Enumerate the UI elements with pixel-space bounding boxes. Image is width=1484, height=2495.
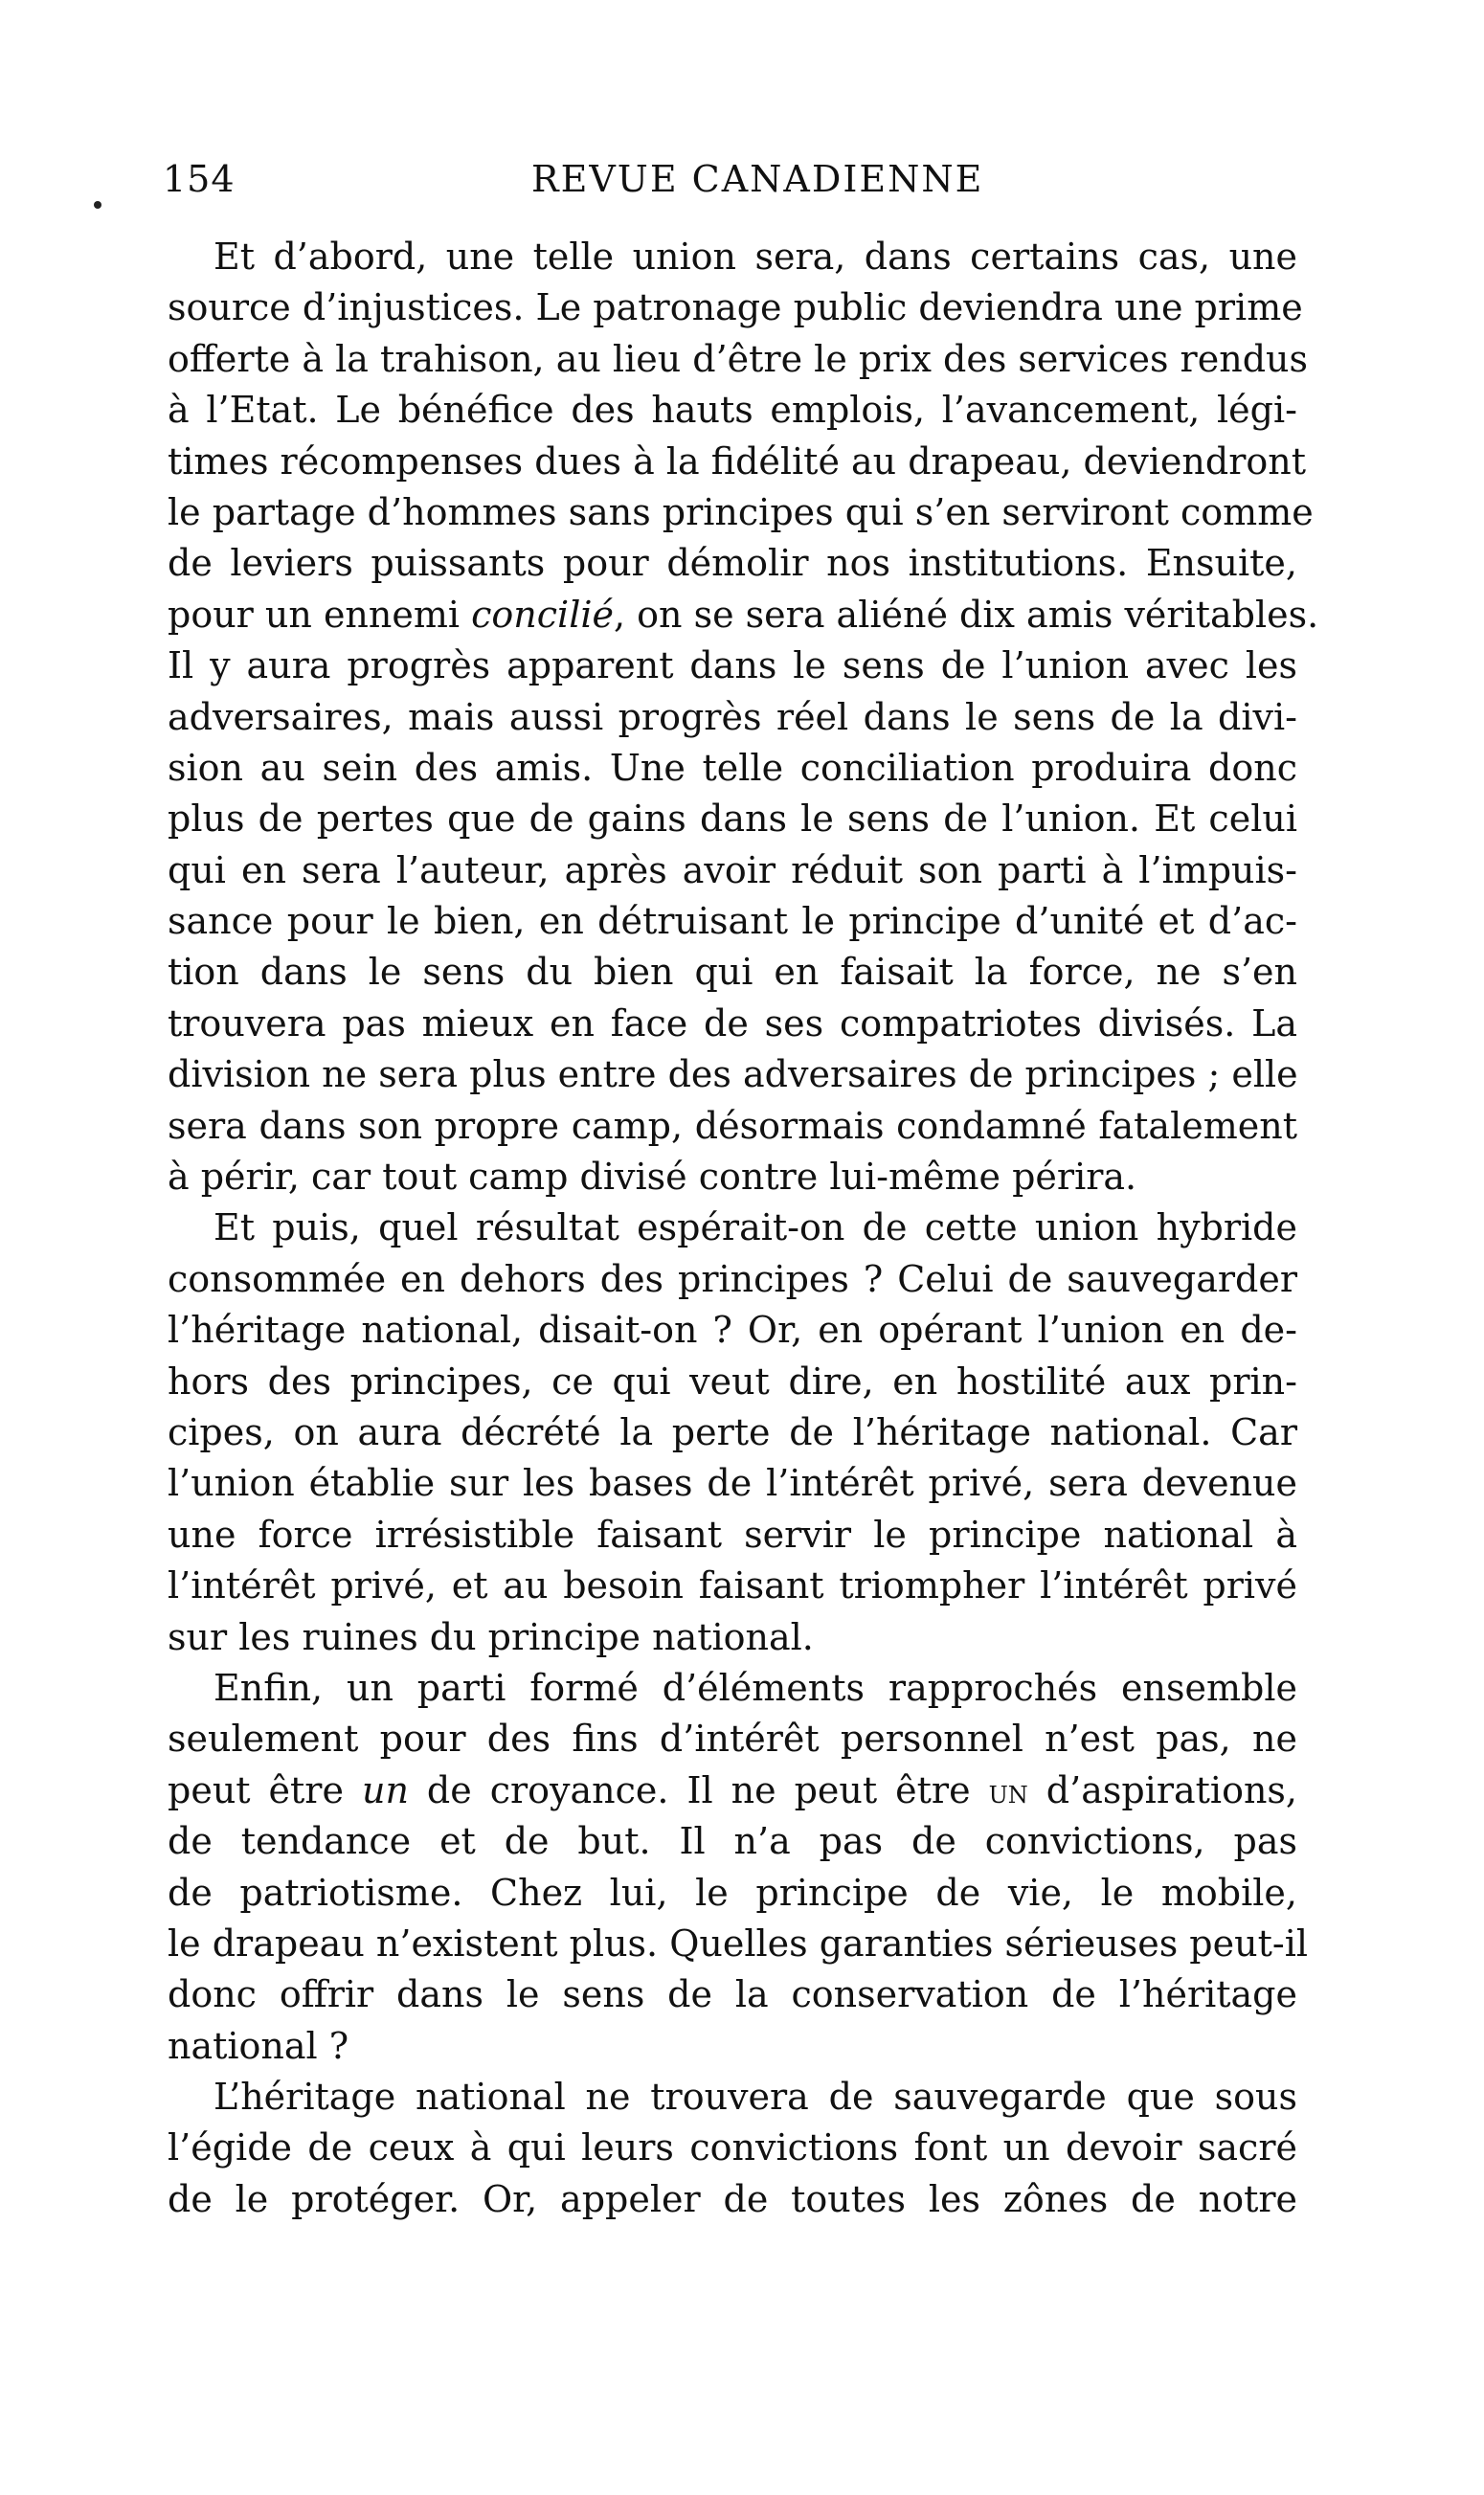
text-fragment: peut être xyxy=(168,1768,362,1811)
running-head: REVUE CANADIENNE xyxy=(531,158,984,200)
text-line: l’héritage national, disait-on ? Or, en opérant l’union en de- xyxy=(168,1309,1297,1352)
text-line: l’égide de ceux à qui leurs convictions font un devoir sacré xyxy=(168,2126,1297,2169)
page-header xyxy=(163,158,1293,215)
text-line: sion au sein des amis. Une telle conciliation produira donc xyxy=(168,746,1297,789)
text-line: source d’injustices. Le patronage public deviendra une prime xyxy=(168,286,1303,329)
text-line: Et puis, quel résultat espérait-on de cette union hybride xyxy=(214,1206,1297,1249)
text-line: sera dans son propre camp, désormais condamné fatalement xyxy=(168,1104,1297,1147)
text-line: de tendance et de but. Il n’a pas de convictions, pas xyxy=(168,1820,1297,1863)
text-fragment: , on se sera aliéné dix amis véritables. xyxy=(614,593,1319,636)
text-fragment: pour un ennemi xyxy=(168,593,472,636)
text-line xyxy=(168,590,1319,641)
text-line: seulement pour des fins d’intérêt personnel n’est pas, ne xyxy=(168,1718,1297,1761)
text-line: L’héritage national ne trouvera de sauvegarde que sous xyxy=(214,2076,1297,2119)
text-line xyxy=(168,1765,1297,1816)
paragraph-3 xyxy=(168,1663,1309,2072)
text-line: division ne sera plus entre des adversaires de principes ; elle xyxy=(168,1053,1298,1096)
text-line: Et d’abord, une telle union sera, dans certains cas, une xyxy=(214,236,1297,278)
text-line: tion dans le sens du bien qui en faisait la force, ne s’en xyxy=(168,951,1297,994)
text-line: l’union établie sur les bases de l’intérêt privé, sera devenue xyxy=(168,1462,1297,1505)
text-line: le partage d’hommes sans principes qui s’en serviront comme xyxy=(168,490,1314,533)
paragraph-2 xyxy=(168,1203,1297,1663)
margin-speck xyxy=(94,201,101,209)
italic-word: concilié xyxy=(471,593,615,636)
text-fragment: d’aspirations, xyxy=(1027,1768,1298,1811)
text-fragment: de croyance. Il ne peut être xyxy=(408,1768,989,1811)
paragraph-1 xyxy=(168,232,1319,1203)
text-line: à périr, car tout camp divisé contre lui-même périra. xyxy=(168,1156,1137,1199)
text-line: adversaires, mais aussi progrès réel dans le sens de la divi- xyxy=(168,695,1297,738)
text-line: cipes, on aura décrété la perte de l’héritage national. Car xyxy=(168,1410,1297,1453)
text-line: à l’Etat. Le bénéfice des hauts emplois, l’avancement, légi- xyxy=(168,389,1297,432)
text-line: hors des principes, ce qui veut dire, en hostilité aux prin- xyxy=(168,1360,1297,1403)
text-line: une force irrésistible faisant servir le principe national à xyxy=(168,1513,1297,1556)
text-line: plus de pertes que de gains dans le sens de l’union. Et celui xyxy=(168,798,1297,841)
text-line: offerte à la trahison, au lieu d’être le prix des services rendus xyxy=(168,337,1308,380)
text-line: Il y aura progrès apparent dans le sens de l’union avec les xyxy=(168,644,1297,687)
text-line: national ? xyxy=(168,2024,349,2067)
text-line: qui en sera l’auteur, après avoir réduit son parti à l’impuis- xyxy=(168,848,1297,891)
smallcaps-word: un xyxy=(988,1772,1028,1811)
text-line: donc offrir dans le sens de la conservation de l’héritage xyxy=(168,1973,1297,2016)
text-line: de leviers puissants pour démolir nos institutions. Ensuite, xyxy=(168,542,1297,585)
text-line: consommée en dehors des principes ? Celui de sauvegarder xyxy=(168,1257,1297,1300)
text-line: le drapeau n’existent plus. Quelles garanties sérieuses peut-il xyxy=(168,1922,1309,1965)
text-line: Enfin, un parti formé d’éléments rapprochés ensemble xyxy=(214,1666,1297,1709)
paragraph-4 xyxy=(168,2072,1297,2225)
text-line: sur les ruines du principe national. xyxy=(168,1615,814,1658)
text-line: de patriotisme. Chez lui, le principe de vie, le mobile, xyxy=(168,1871,1297,1914)
text-line: sance pour le bien, en détruisant le principe d’unité et d’ac- xyxy=(168,900,1297,943)
body-text xyxy=(168,232,1319,2225)
text-line: de le protéger. Or, appeler de toutes les zônes de notre xyxy=(168,2177,1297,2220)
page-number: 154 xyxy=(163,158,236,200)
italic-word: un xyxy=(361,1768,409,1811)
text-line: times récompenses dues à la fidélité au drapeau, deviendront xyxy=(168,439,1306,483)
text-line: l’intérêt privé, et au besoin faisant triompher l’intérêt privé xyxy=(168,1564,1297,1607)
text-line: trouvera pas mieux en face de ses compatriotes divisés. La xyxy=(168,1001,1297,1045)
